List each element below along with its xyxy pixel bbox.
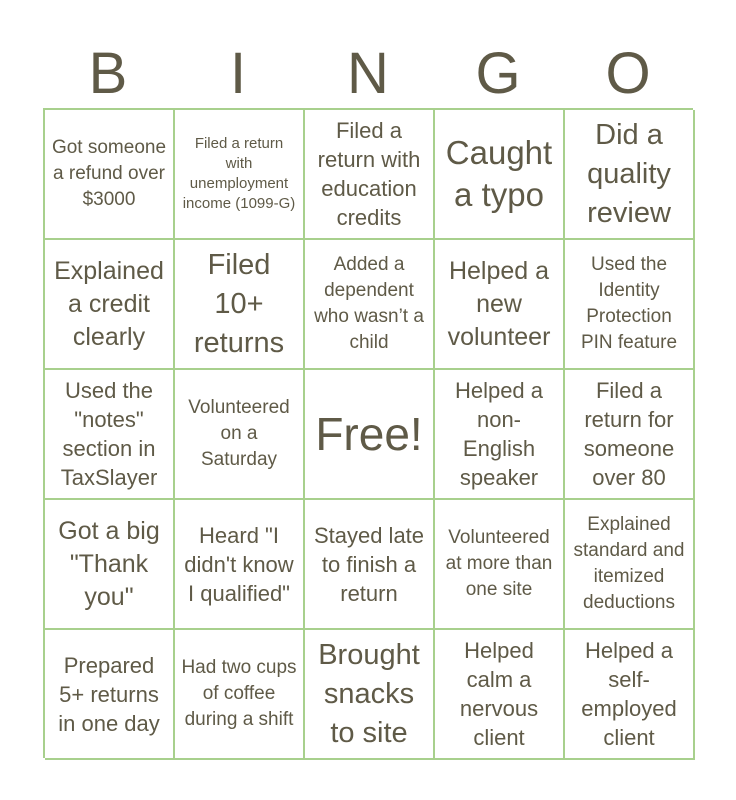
cell-label: Caught a typo — [445, 134, 553, 213]
cell-label: Filed a return with unemployment income (1099-G) — [182, 135, 296, 212]
cell-label: Used the Identity Protection PIN feature — [580, 254, 678, 353]
bingo-cell-o1[interactable] — [565, 110, 695, 240]
bingo-cell-i5[interactable] — [175, 630, 305, 760]
cell-label: Heard "I didn't know I qualified" — [184, 522, 294, 606]
bingo-cell-i2[interactable] — [175, 240, 305, 370]
cell-label: Stayed late to finish a return — [313, 522, 425, 606]
cell-label: Got a big "Thank you" — [58, 516, 160, 611]
bingo-cell-n4[interactable] — [305, 500, 435, 630]
bingo-cell-b5[interactable] — [45, 630, 175, 760]
header-letter-n: N — [347, 41, 389, 106]
header-letter-b: B — [88, 41, 128, 106]
cell-label: Helped calm a nervous client — [459, 638, 539, 750]
bingo-cell-o4[interactable] — [565, 500, 695, 630]
cell-label: Prepared 5+ returns in one day — [58, 652, 160, 736]
cell-label: Explained a credit clearly — [54, 256, 164, 351]
cell-label: Did a quality review — [587, 118, 671, 229]
bingo-cell-b3[interactable] — [45, 370, 175, 500]
cell-label: Volunteered at more than one site — [445, 527, 553, 600]
bingo-cell-g2[interactable] — [435, 240, 565, 370]
bingo-cell-b1[interactable] — [45, 110, 175, 240]
cell-label: Filed a return with education credits — [317, 118, 421, 230]
bingo-cell-o3[interactable] — [565, 370, 695, 500]
free-space-label: Free! — [315, 408, 423, 460]
cell-label: Helped a new volunteer — [447, 256, 551, 351]
bingo-cell-i4[interactable] — [175, 500, 305, 630]
bingo-cell-g3[interactable] — [435, 370, 565, 500]
bingo-cell-n1[interactable] — [305, 110, 435, 240]
cell-label: Helped a non-English speaker — [454, 378, 544, 490]
bingo-cell-i3[interactable] — [175, 370, 305, 500]
bingo-header — [43, 40, 693, 108]
cell-label: Filed 10+ returns — [193, 248, 285, 359]
cell-label: Used the "notes" section in TaxSlayer — [60, 378, 158, 490]
bingo-cell-g4[interactable] — [435, 500, 565, 630]
bingo-cell-n3-free[interactable] — [305, 370, 435, 500]
cell-label: Volunteered on a Saturday — [188, 397, 290, 470]
bingo-cell-n2[interactable] — [305, 240, 435, 370]
cell-label: Got someone a refund over $3000 — [51, 137, 167, 210]
header-letter-g: G — [475, 41, 521, 106]
header-letter-o: O — [605, 41, 651, 106]
cell-label: Explained standard and itemized deductions — [573, 514, 685, 613]
bingo-cell-g5[interactable] — [435, 630, 565, 760]
cell-label: Brought snacks to site — [318, 638, 420, 749]
header-letter-i: I — [229, 41, 247, 106]
bingo-cell-o2[interactable] — [565, 240, 695, 370]
cell-label: Filed a return for someone over 80 — [583, 378, 675, 490]
cell-label: Added a dependent who wasn’t a child — [314, 254, 424, 353]
bingo-cell-b4[interactable] — [45, 500, 175, 630]
bingo-cell-n5[interactable] — [305, 630, 435, 760]
bingo-cell-i1[interactable] — [175, 110, 305, 240]
bingo-cell-b2[interactable] — [45, 240, 175, 370]
cell-label: Had two cups of coffee during a shift — [181, 657, 297, 730]
cell-label: Helped a self-employed client — [581, 638, 677, 750]
bingo-cell-g1[interactable] — [435, 110, 565, 240]
bingo-board — [43, 108, 693, 758]
bingo-cell-o5[interactable] — [565, 630, 695, 760]
